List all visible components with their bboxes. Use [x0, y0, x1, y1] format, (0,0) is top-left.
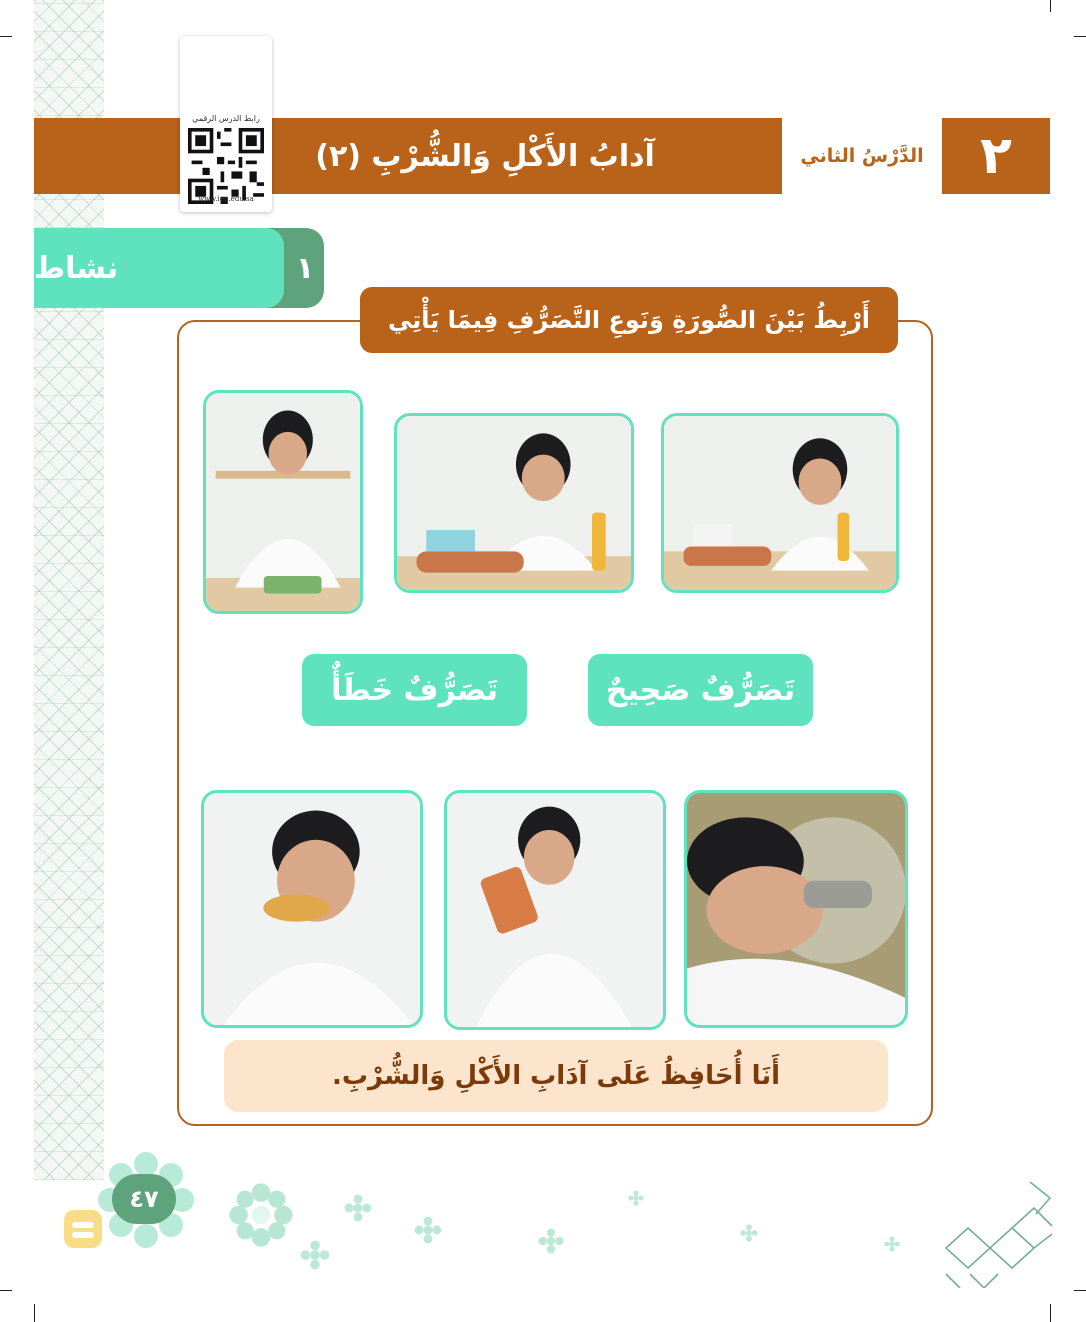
flower-ornament-icon — [740, 1224, 758, 1242]
crop-mark — [1050, 0, 1051, 12]
crop-mark — [0, 36, 12, 37]
flower-ornament-icon — [344, 1194, 372, 1222]
qr-code-icon — [188, 128, 264, 204]
choice-wrong-behavior[interactable]: تَصَرُّفٌ خَطَأٌ — [302, 654, 527, 726]
flower-ornament-icon — [538, 1228, 564, 1254]
crop-mark — [0, 1290, 12, 1291]
photo-eating-center — [394, 413, 634, 593]
photo-eating-sandwich-standing — [444, 790, 666, 1030]
instruction-banner: أَرْبِطُ بَيْنَ الصُّورَةِ وَنَوعِ التَّصَرُّفِ فِيمَا يَأْتِي — [360, 287, 898, 353]
crop-mark — [1050, 1304, 1051, 1322]
flower-ornament-icon — [884, 1236, 900, 1252]
qr-card[interactable] — [180, 36, 272, 212]
photo-eating-sandwich-close — [201, 790, 423, 1028]
geometric-ornament-icon — [940, 1178, 1054, 1288]
page-title: آدابُ الأَكْلِ وَالشُّرْبِ (٢) — [315, 138, 655, 174]
flower-ornament-icon — [300, 1240, 330, 1270]
activity-label: نشاط — [34, 228, 284, 308]
footer-note: أَنَا أُحَافِظُ عَلَى آدَابِ الأَكْلِ وَالشُّرْبِ. — [224, 1040, 888, 1112]
crop-mark — [34, 1304, 35, 1322]
photo-eating-right — [661, 413, 899, 593]
page-number: ٤٧ — [112, 1174, 176, 1224]
qr-url[interactable]: www.ien.edu.sa — [198, 195, 254, 203]
crop-mark — [1074, 36, 1086, 37]
lesson-number: ٢ — [942, 118, 1050, 194]
choice-correct-behavior[interactable]: تَصَرُّفٌ صَحِيحٌ — [588, 654, 813, 726]
flower-ornament-icon — [628, 1190, 644, 1206]
photo-eating-left — [203, 390, 363, 614]
activity-number: ١ — [295, 250, 315, 286]
qr-caption: رابط الدرس الرقمي — [192, 114, 260, 123]
flower-ornament-icon — [228, 1182, 294, 1248]
photo-drinking-faucet — [684, 790, 908, 1028]
logo-icon — [58, 1206, 108, 1252]
crop-mark — [1074, 1290, 1086, 1291]
lesson-label: الدَّرْسُ الثاني — [782, 118, 942, 194]
flower-ornament-icon — [414, 1216, 442, 1244]
